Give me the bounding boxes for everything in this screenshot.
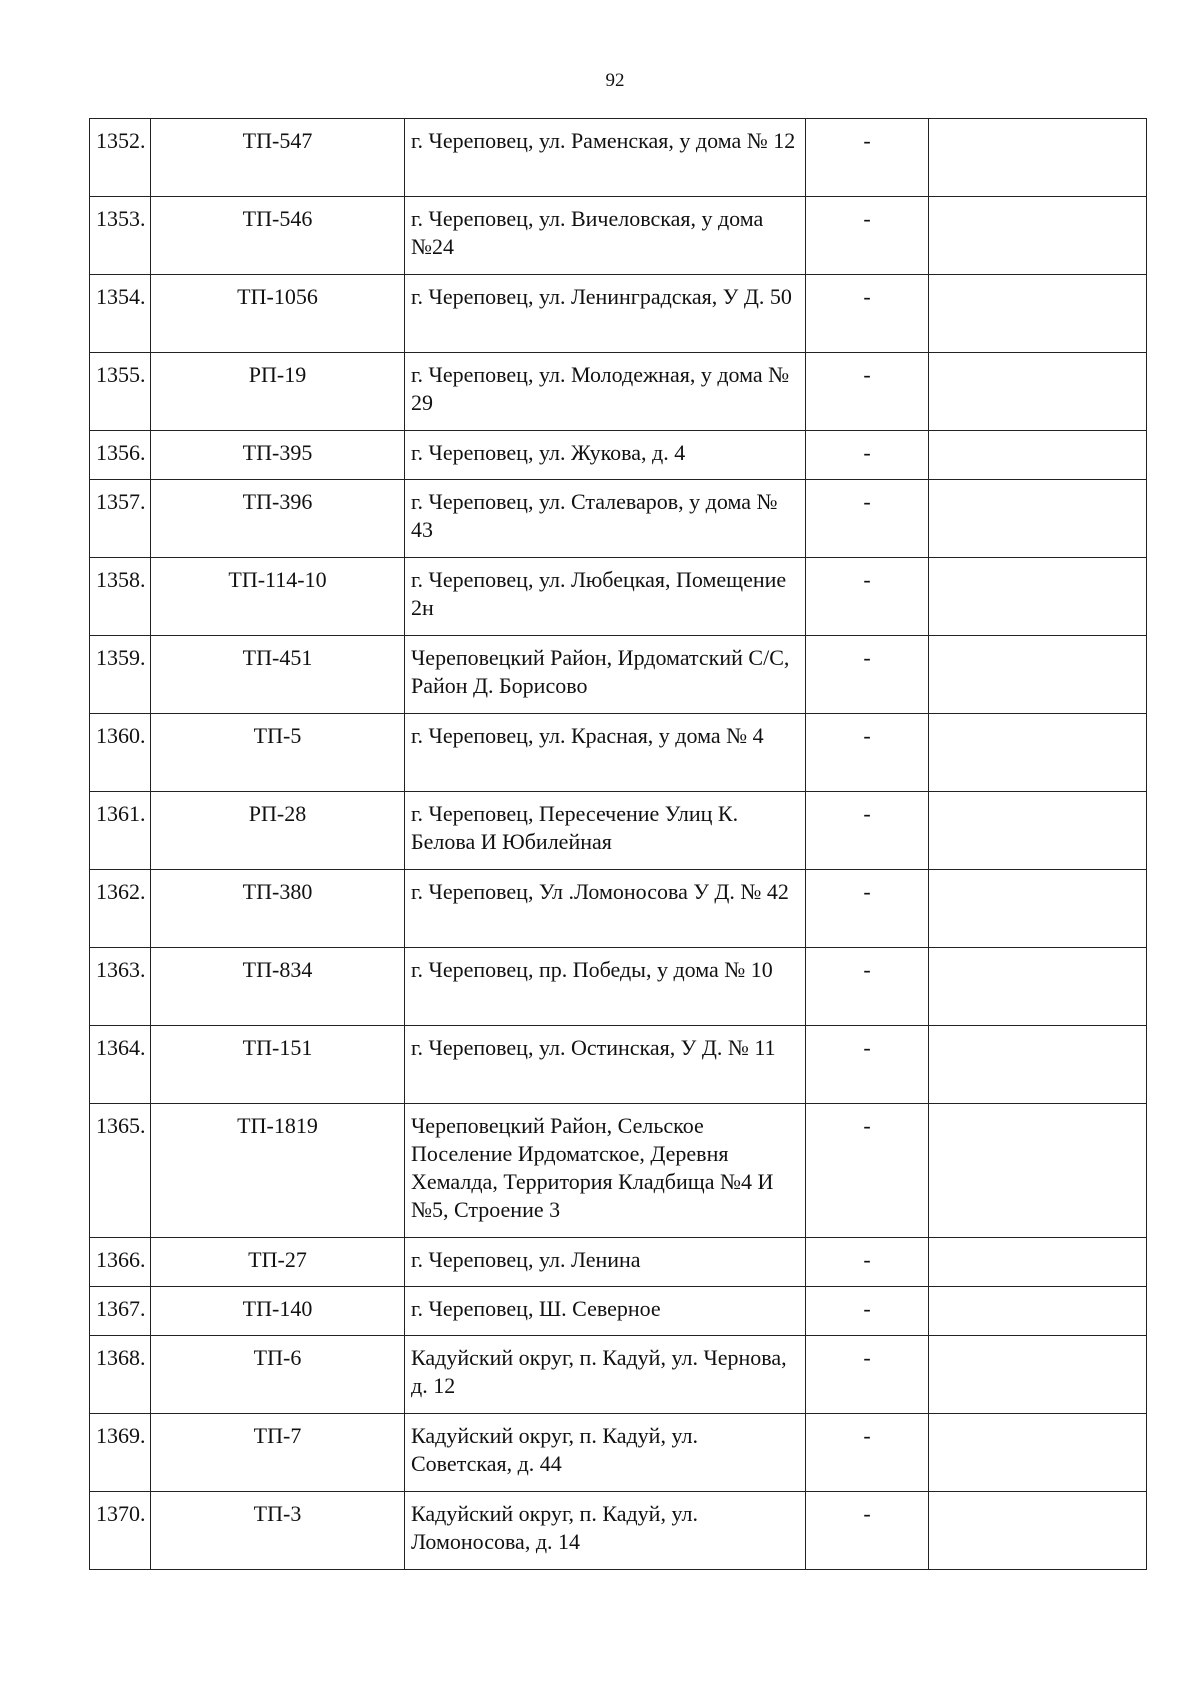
- address-cell: г. Череповец, ул. Ленинградская, У Д. 50: [405, 275, 806, 353]
- table-row: [90, 275, 1147, 353]
- mark-cell: -: [806, 1104, 929, 1238]
- substation-code: ТП-151: [151, 1026, 405, 1104]
- note-cell: [929, 119, 1147, 197]
- note-cell: [929, 1238, 1147, 1287]
- address-cell: Кадуйский округ, п. Кадуй, ул. Чернова, д. 12: [405, 1336, 806, 1414]
- address-cell: г. Череповец, ул. Раменская, у дома № 12: [405, 119, 806, 197]
- address-cell: г. Череповец, ул. Красная, у дома № 4: [405, 714, 806, 792]
- row-number: 1355.: [90, 353, 151, 431]
- address-cell: г. Череповец, ул. Остинская, У Д. № 11: [405, 1026, 806, 1104]
- mark-cell: -: [806, 431, 929, 480]
- address-cell: г. Череповец, пр. Победы, у дома № 10: [405, 948, 806, 1026]
- substation-code: РП-19: [151, 353, 405, 431]
- substation-code: ТП-1056: [151, 275, 405, 353]
- mark-cell: -: [806, 1287, 929, 1336]
- note-cell: [929, 792, 1147, 870]
- address-cell: Череповецкий Район, Сельское Поселение Ирдоматское, Деревня Хемалда, Территория Кладбища №4 И №5, Строение 3: [405, 1104, 806, 1238]
- note-cell: [929, 1414, 1147, 1492]
- substation-code: ТП-114-10: [151, 558, 405, 636]
- mark-cell: -: [806, 480, 929, 558]
- table-row: [90, 948, 1147, 1026]
- mark-cell: -: [806, 197, 929, 275]
- address-cell: г. Череповец, ул. Вичеловская, у дома №24: [405, 197, 806, 275]
- registry-table-body: [90, 119, 1147, 1570]
- substation-code: РП-28: [151, 792, 405, 870]
- mark-cell: -: [806, 1414, 929, 1492]
- registry-table: [89, 118, 1147, 1570]
- row-number: 1364.: [90, 1026, 151, 1104]
- row-number: 1358.: [90, 558, 151, 636]
- mark-cell: -: [806, 792, 929, 870]
- mark-cell: -: [806, 714, 929, 792]
- table-row: [90, 1026, 1147, 1104]
- row-number: 1369.: [90, 1414, 151, 1492]
- table-row: [90, 558, 1147, 636]
- address-cell: Кадуйский округ, п. Кадуй, ул. Ломоносова, д. 14: [405, 1492, 806, 1570]
- substation-code: ТП-380: [151, 870, 405, 948]
- substation-code: ТП-6: [151, 1336, 405, 1414]
- substation-code: ТП-451: [151, 636, 405, 714]
- substation-code: ТП-396: [151, 480, 405, 558]
- table-row: [90, 1414, 1147, 1492]
- row-number: 1363.: [90, 948, 151, 1026]
- row-number: 1362.: [90, 870, 151, 948]
- mark-cell: -: [806, 1336, 929, 1414]
- mark-cell: -: [806, 353, 929, 431]
- table-row: [90, 353, 1147, 431]
- row-number: 1370.: [90, 1492, 151, 1570]
- row-number: 1359.: [90, 636, 151, 714]
- mark-cell: -: [806, 636, 929, 714]
- address-cell: Череповецкий Район, Ирдоматский С/С, Район Д. Борисово: [405, 636, 806, 714]
- row-number: 1366.: [90, 1238, 151, 1287]
- row-number: 1368.: [90, 1336, 151, 1414]
- note-cell: [929, 480, 1147, 558]
- substation-code: ТП-7: [151, 1414, 405, 1492]
- row-number: 1356.: [90, 431, 151, 480]
- substation-code: ТП-140: [151, 1287, 405, 1336]
- table-row: [90, 1238, 1147, 1287]
- table-row: [90, 119, 1147, 197]
- address-cell: г. Череповец, Пересечение Улиц К. Белова И Юбилейная: [405, 792, 806, 870]
- table-row: [90, 714, 1147, 792]
- note-cell: [929, 1026, 1147, 1104]
- substation-code: ТП-27: [151, 1238, 405, 1287]
- row-number: 1353.: [90, 197, 151, 275]
- substation-code: ТП-3: [151, 1492, 405, 1570]
- table-row: [90, 870, 1147, 948]
- address-cell: г. Череповец, Ул .Ломоносова У Д. № 42: [405, 870, 806, 948]
- note-cell: [929, 431, 1147, 480]
- row-number: 1361.: [90, 792, 151, 870]
- mark-cell: -: [806, 870, 929, 948]
- table-row: [90, 431, 1147, 480]
- table-row: [90, 1492, 1147, 1570]
- address-cell: г. Череповец, Ш. Северное: [405, 1287, 806, 1336]
- substation-code: ТП-395: [151, 431, 405, 480]
- address-cell: г. Череповец, ул. Любецкая, Помещение 2н: [405, 558, 806, 636]
- row-number: 1357.: [90, 480, 151, 558]
- substation-code: ТП-5: [151, 714, 405, 792]
- row-number: 1367.: [90, 1287, 151, 1336]
- mark-cell: -: [806, 558, 929, 636]
- note-cell: [929, 1336, 1147, 1414]
- note-cell: [929, 1104, 1147, 1238]
- table-row: [90, 480, 1147, 558]
- row-number: 1365.: [90, 1104, 151, 1238]
- note-cell: [929, 948, 1147, 1026]
- note-cell: [929, 1287, 1147, 1336]
- table-row: [90, 197, 1147, 275]
- address-cell: Кадуйский округ, п. Кадуй, ул. Советская, д. 44: [405, 1414, 806, 1492]
- mark-cell: -: [806, 1492, 929, 1570]
- substation-code: ТП-1819: [151, 1104, 405, 1238]
- mark-cell: -: [806, 275, 929, 353]
- table-row: [90, 792, 1147, 870]
- address-cell: г. Череповец, ул. Ленина: [405, 1238, 806, 1287]
- table-row: [90, 636, 1147, 714]
- mark-cell: -: [806, 948, 929, 1026]
- mark-cell: -: [806, 119, 929, 197]
- row-number: 1360.: [90, 714, 151, 792]
- row-number: 1352.: [90, 119, 151, 197]
- address-cell: г. Череповец, ул. Жукова, д. 4: [405, 431, 806, 480]
- note-cell: [929, 714, 1147, 792]
- mark-cell: -: [806, 1026, 929, 1104]
- table-row: [90, 1287, 1147, 1336]
- note-cell: [929, 353, 1147, 431]
- substation-code: ТП-547: [151, 119, 405, 197]
- page-number: 92: [605, 70, 625, 91]
- note-cell: [929, 636, 1147, 714]
- note-cell: [929, 870, 1147, 948]
- substation-code: ТП-546: [151, 197, 405, 275]
- substation-code: ТП-834: [151, 948, 405, 1026]
- address-cell: г. Череповец, ул. Сталеваров, у дома № 43: [405, 480, 806, 558]
- row-number: 1354.: [90, 275, 151, 353]
- address-cell: г. Череповец, ул. Молодежная, у дома № 29: [405, 353, 806, 431]
- note-cell: [929, 558, 1147, 636]
- table-row: [90, 1336, 1147, 1414]
- table-row: [90, 1104, 1147, 1238]
- note-cell: [929, 197, 1147, 275]
- note-cell: [929, 275, 1147, 353]
- note-cell: [929, 1492, 1147, 1570]
- mark-cell: -: [806, 1238, 929, 1287]
